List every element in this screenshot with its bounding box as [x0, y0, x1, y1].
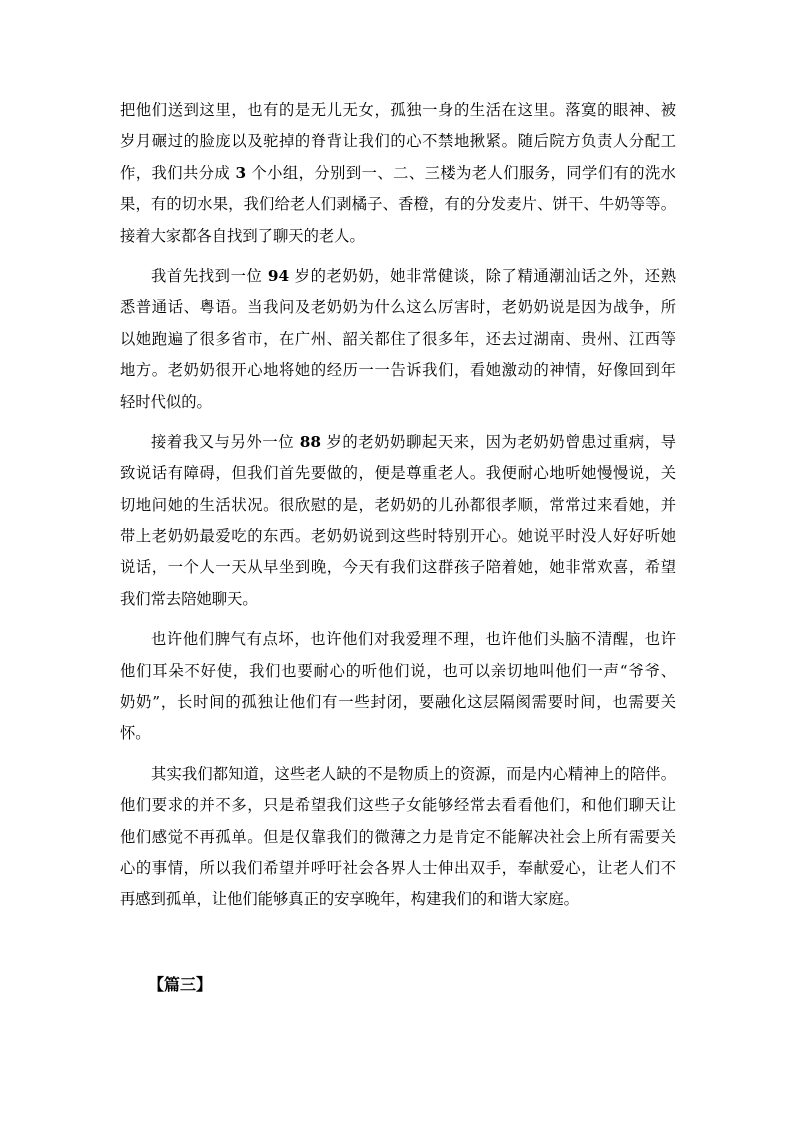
number-value: 3 [235, 163, 247, 182]
text-segment: 我首先找到一位 [151, 266, 268, 285]
text-line: 他们要求的并不多，只是希望我们这些子女能够经常去看看他们，和他们聊天让 [120, 796, 676, 815]
number-value: 94 [267, 266, 290, 285]
paragraph-conclusion [120, 759, 676, 916]
text-line [120, 158, 676, 189]
text-line: 他们感觉不再孤单。但是仅靠我们的微薄之力是肯定不能解决社会上所有需要关 [120, 827, 676, 846]
text-segment: 作，我们共分成 [120, 163, 236, 182]
document-body [120, 95, 676, 1000]
text-line [120, 427, 676, 458]
text-line: 把他们送到这里，也有的是无儿无女，孤独一身的生活在这里。落寞的眼神、被 [120, 101, 676, 119]
paragraph-continuation [120, 95, 676, 252]
text-line: 怀。 [120, 724, 151, 743]
text-line: 他们耳朵不好使，我们也要耐心的听他们说，也可以亲切地叫他们一声“爷爷、 [120, 661, 676, 680]
text-line: 岁月碾过的脸庞以及驼掉的脊背让我们的心不禁地揪紧。随后院方负责人分配工 [120, 132, 676, 151]
text-line: 切地问她的生活状况。很欣慰的是，老奶奶的儿孙都很孝顺，常常过来看她，并 [120, 495, 676, 514]
text-line: 再感到孤单，让他们能够真正的安享晚年，构建我们的和谐大家庭。 [120, 890, 579, 909]
text-segment: 岁的老奶奶，她非常健谈，除了精通潮汕话之外，还熟 [289, 266, 676, 285]
text-line: 接着大家都各自找到了聊天的老人。 [120, 226, 365, 245]
paragraph-second-grandma [120, 427, 676, 615]
text-segment: 岁的老奶奶聊起天来，因为老奶奶曾患过重病，导 [321, 432, 676, 451]
text-line: 带上老奶奶最爱吃的东西。老奶奶说到这些时特别开心。她说平时没人好好听她 [120, 527, 676, 546]
text-line: 心的事情，所以我们希望并呼吁社会各界人士伸出双手，奉献爱心，让老人们不 [120, 858, 676, 877]
number-value: 88 [299, 432, 322, 451]
text-line: 地方。老奶奶很开心地将她的经历一一告诉我们，看她激动的神情，好像回到年 [120, 361, 676, 380]
text-line: 以她跑遍了很多省市，在广州、韶关都住了很多年，还去过湖南、贵州、江西等 [120, 329, 676, 348]
text-line: 奶奶”，长时间的孤独让他们有一些封闭，要融化这层隔阂需要时间，也需要关 [120, 693, 676, 712]
text-line [120, 261, 676, 292]
text-line: 果，有的切水果，我们给老人们剥橘子、香橙，有的分发麦片、饼干、牛奶等等。 [120, 195, 676, 214]
text-line: 说话，一个人一天从早坐到晚，今天有我们这群孩子陪着她，她非常欢喜，希望 [120, 558, 676, 577]
text-segment: 个小组，分别到一、二、三楼为老人们服务，同学们有的洗水 [246, 163, 676, 182]
text-line: 其实我们都知道，这些老人缺的不是物质上的资源，而是内心精神上的陪伴。 [151, 764, 676, 783]
text-line: 悉普通话、粤语。当我问及老奶奶为什么这么厉害时，老奶奶说是因为战争，所 [120, 298, 676, 317]
text-line: 轻时代似的。 [120, 392, 212, 411]
section-heading: 【篇三】 [148, 974, 213, 994]
text-segment: 接着我又与另外一位 [151, 432, 300, 451]
text-line: 致说话有障碍，但我们首先要做的，便是尊重老人。我便耐心地听她慢慢说，关 [120, 464, 676, 483]
paragraph-patience [120, 624, 676, 750]
text-line: 也许他们脾气有点坏，也许他们对我爱理不理，也许他们头脑不清醒，也许 [151, 630, 676, 649]
paragraph-first-grandma [120, 261, 676, 418]
text-line: 我们常去陪她聊天。 [120, 589, 258, 608]
